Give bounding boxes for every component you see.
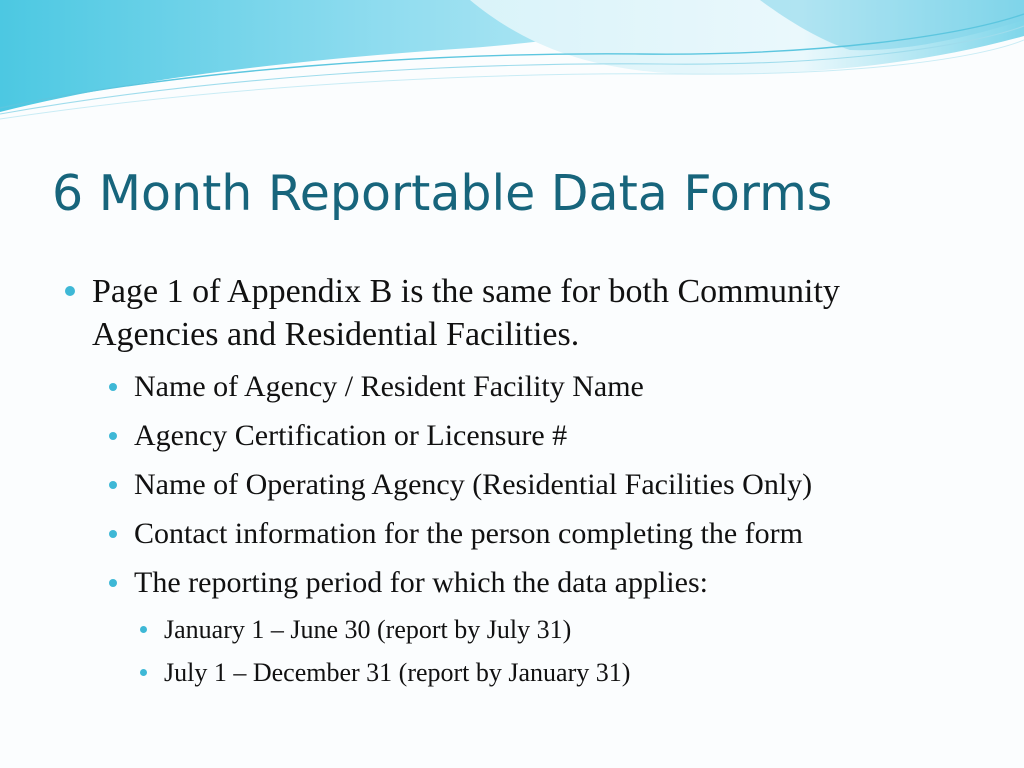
sub-sub-bullet-text: July 1 – December 31 (report by January 31) [164, 658, 631, 687]
sub-bullet-agency-name [134, 367, 644, 407]
bullet-line: Page 1 of Appendix B is the same for both Community [92, 273, 840, 310]
wave-header-decoration [0, 0, 1024, 125]
sub-bullet-reporting-period [134, 563, 708, 603]
bullet-dot-icon [109, 579, 117, 587]
sub-bullet-operating-agency [134, 465, 812, 505]
slide-title: 6 Month Reportable Data Forms [52, 165, 833, 222]
sub-bullet-text: Agency Certification or Licensure # [134, 419, 568, 452]
bullet-dot-icon [109, 383, 117, 391]
bullet-appendix-b [92, 270, 840, 356]
bullet-dot-icon [140, 669, 147, 676]
sub-bullet-certification [134, 416, 567, 456]
bullet-dot-icon [109, 530, 117, 538]
bullet-dot-icon [65, 286, 75, 296]
sub-bullet-text: Contact information for the person completing the form [134, 517, 803, 550]
sub-bullet-text: Name of Agency / Resident Facility Name [134, 370, 644, 403]
sub-sub-bullet-period-2 [164, 655, 630, 691]
sub-bullet-contact-info [134, 514, 803, 554]
sub-sub-bullet-period-1 [164, 612, 571, 648]
bullet-dot-icon [109, 481, 117, 489]
bullet-dot-icon [140, 626, 147, 633]
sub-sub-bullet-text: January 1 – June 30 (report by July 31) [164, 615, 572, 644]
sub-bullet-text: Name of Operating Agency (Residential Facilities Only) [134, 468, 813, 501]
bullet-line: Agencies and Residential Facilities. [92, 316, 580, 353]
bullet-dot-icon [109, 432, 117, 440]
sub-bullet-text: The reporting period for which the data applies: [134, 566, 708, 599]
